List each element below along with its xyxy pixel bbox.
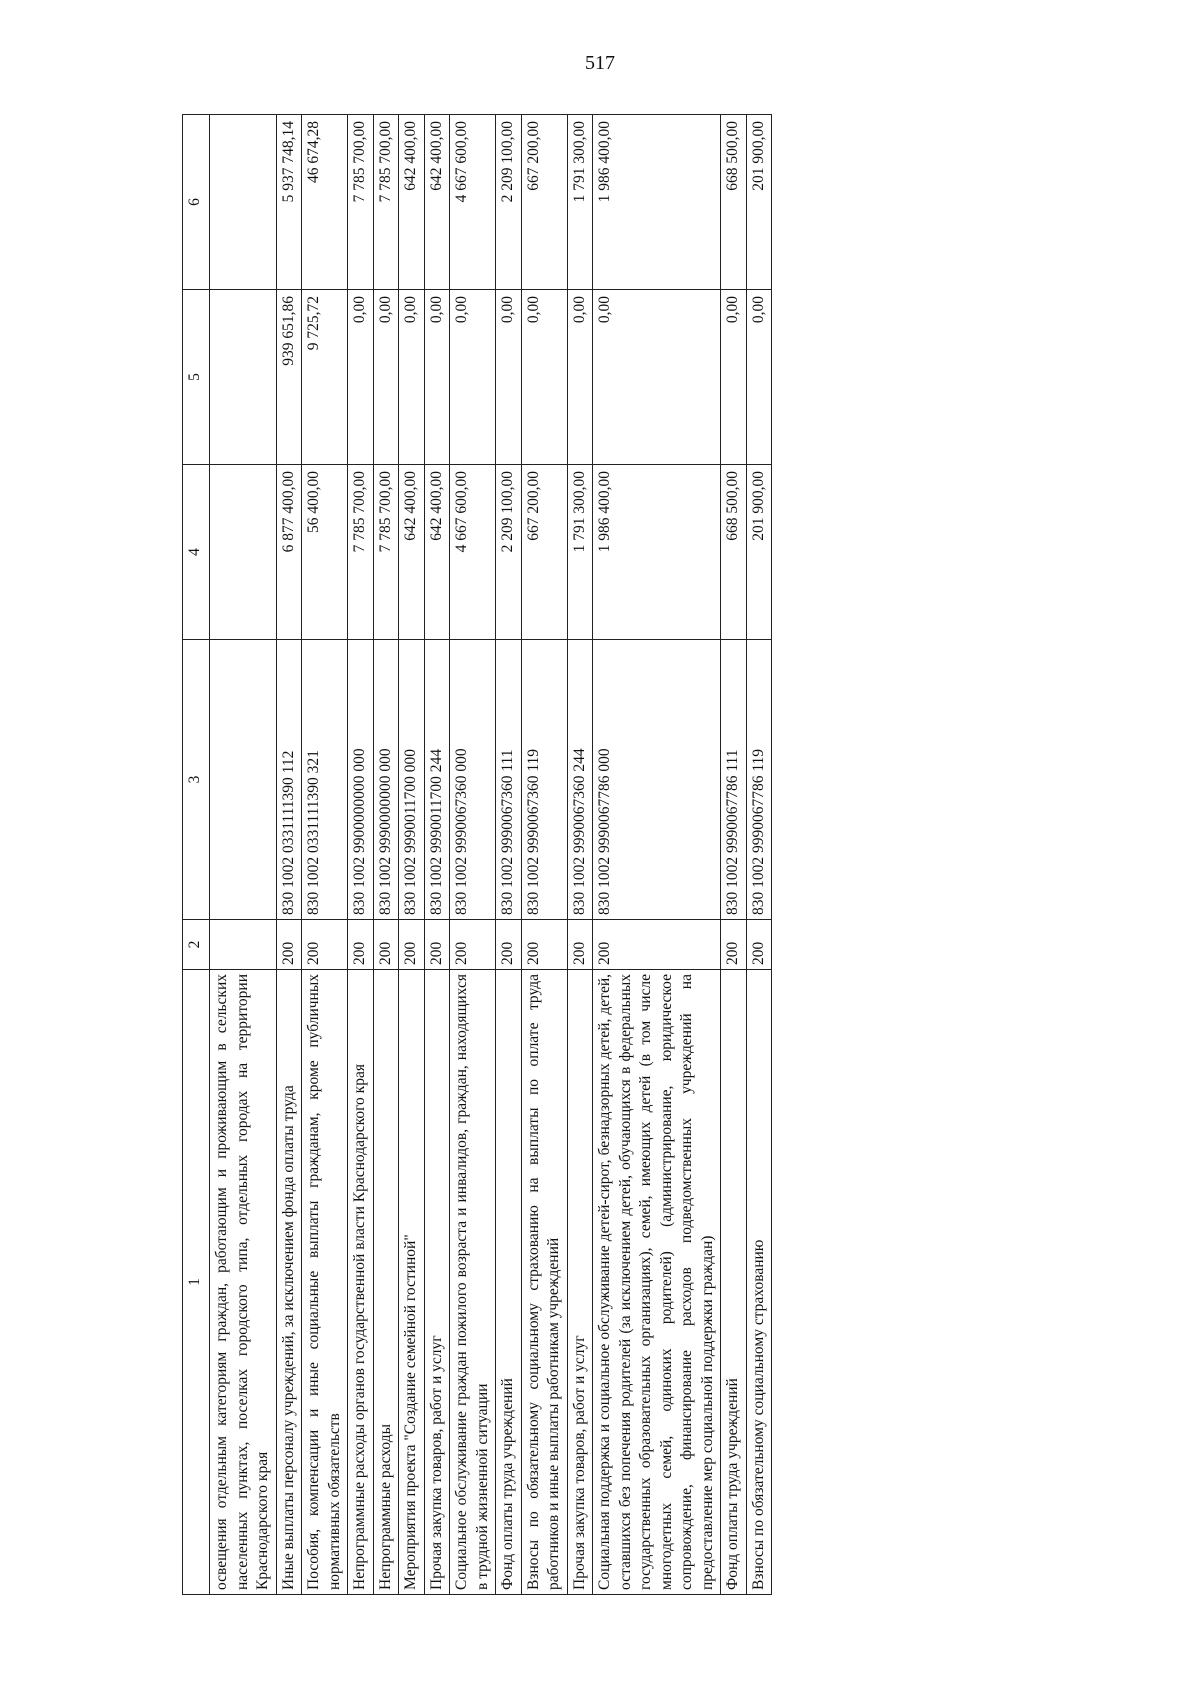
row-code: 830 1002 9990067786 119 bbox=[746, 640, 772, 920]
row-code: 830 1002 9900000000 000 bbox=[348, 640, 374, 920]
row-code: 830 1002 9990067786 111 bbox=[721, 640, 747, 920]
row-name: Фонд оплаты труда учреждений bbox=[721, 970, 747, 1595]
column-header: 6 bbox=[183, 115, 210, 290]
row-ktu: 200 bbox=[593, 920, 721, 970]
row-amount-executed: 9 725,72 bbox=[302, 290, 348, 465]
row-ktu bbox=[210, 920, 277, 970]
row-ktu: 200 bbox=[399, 920, 425, 970]
row-amount-remaining: 5 937 748,14 bbox=[276, 115, 302, 290]
row-amount-remaining: 1 986 400,00 bbox=[593, 115, 721, 290]
row-code: 830 1002 9990067360 244 bbox=[567, 640, 593, 920]
row-amount-approved: 667 200,00 bbox=[521, 465, 567, 640]
row-amount-executed: 939 651,86 bbox=[276, 290, 302, 465]
row-name: Непрограммные расходы bbox=[373, 970, 399, 1595]
row-ktu: 200 bbox=[746, 920, 772, 970]
row-amount-executed: 0,00 bbox=[450, 290, 496, 465]
row-amount-approved: 7 785 700,00 bbox=[373, 465, 399, 640]
row-amount-executed: 0,00 bbox=[593, 290, 721, 465]
row-amount-approved: 201 900,00 bbox=[746, 465, 772, 640]
column-header: 1 bbox=[183, 970, 210, 1595]
table-row bbox=[593, 115, 721, 1595]
row-code: 830 1002 9990011700 244 bbox=[424, 640, 450, 920]
row-amount-remaining: 2 209 100,00 bbox=[496, 115, 522, 290]
row-amount-remaining: 668 500,00 bbox=[721, 115, 747, 290]
row-amount-remaining: 642 400,00 bbox=[424, 115, 450, 290]
row-amount-executed: 0,00 bbox=[424, 290, 450, 465]
row-amount-executed: 0,00 bbox=[373, 290, 399, 465]
row-code: 830 1002 0331111390 321 bbox=[302, 640, 348, 920]
table-row bbox=[399, 115, 425, 1595]
row-ktu: 200 bbox=[521, 920, 567, 970]
row-amount-approved: 1 986 400,00 bbox=[593, 465, 721, 640]
column-header: 4 bbox=[183, 465, 210, 640]
row-amount-remaining: 667 200,00 bbox=[521, 115, 567, 290]
row-ktu: 200 bbox=[276, 920, 302, 970]
row-code bbox=[210, 640, 277, 920]
table-row bbox=[348, 115, 374, 1595]
row-amount-approved: 668 500,00 bbox=[721, 465, 747, 640]
row-ktu: 200 bbox=[302, 920, 348, 970]
row-amount-executed: 0,00 bbox=[521, 290, 567, 465]
row-ktu: 200 bbox=[424, 920, 450, 970]
row-amount-executed bbox=[210, 290, 277, 465]
row-name: Фонд оплаты труда учреждений bbox=[496, 970, 522, 1595]
table-row bbox=[450, 115, 496, 1595]
row-amount-approved: 1 791 300,00 bbox=[567, 465, 593, 640]
row-ktu: 200 bbox=[567, 920, 593, 970]
row-amount-approved: 6 877 400,00 bbox=[276, 465, 302, 640]
row-amount-executed: 0,00 bbox=[721, 290, 747, 465]
row-amount-remaining: 7 785 700,00 bbox=[348, 115, 374, 290]
row-name: Непрограммные расходы органов государственной власти Краснодарского края bbox=[348, 970, 374, 1595]
column-header: 2 bbox=[183, 920, 210, 970]
row-amount-executed: 0,00 bbox=[496, 290, 522, 465]
column-header: 5 bbox=[183, 290, 210, 465]
table-row bbox=[302, 115, 348, 1595]
page-number: 517 bbox=[585, 52, 615, 74]
table-body bbox=[210, 115, 772, 1595]
row-amount-executed: 0,00 bbox=[746, 290, 772, 465]
row-code: 830 1002 0331111390 112 bbox=[276, 640, 302, 920]
row-name: Прочая закупка товаров, работ и услуг bbox=[567, 970, 593, 1595]
row-code: 830 1002 9990067786 000 bbox=[593, 640, 721, 920]
row-amount-approved: 56 400,00 bbox=[302, 465, 348, 640]
table-header-row bbox=[183, 115, 210, 1595]
row-code: 830 1002 9990011700 000 bbox=[399, 640, 425, 920]
row-amount-remaining bbox=[210, 115, 277, 290]
row-amount-approved: 2 209 100,00 bbox=[496, 465, 522, 640]
table-row bbox=[521, 115, 567, 1595]
table-row bbox=[746, 115, 772, 1595]
row-name: освещения отдельным категориям граждан, работающим и проживающим в сельских населенных пунктах, поселках городского типа, отдельных городах на территории Краснодарского края bbox=[210, 970, 277, 1595]
row-code: 830 1002 9990067360 119 bbox=[521, 640, 567, 920]
column-header: 3 bbox=[183, 640, 210, 920]
row-amount-executed: 0,00 bbox=[567, 290, 593, 465]
row-amount-approved: 7 785 700,00 bbox=[348, 465, 374, 640]
row-name: Социальное обслуживание граждан пожилого возраста и инвалидов, граждан, находящихся в трудной жизненной ситуации bbox=[450, 970, 496, 1595]
row-name: Иные выплаты персоналу учреждений, за исключением фонда оплаты труда bbox=[276, 970, 302, 1595]
row-ktu: 200 bbox=[450, 920, 496, 970]
table-row bbox=[424, 115, 450, 1595]
row-amount-remaining: 4 667 600,00 bbox=[450, 115, 496, 290]
row-name: Пособия, компенсации и иные социальные выплаты гражданам, кроме публичных нормативных обязательств bbox=[302, 970, 348, 1595]
row-name: Прочая закупка товаров, работ и услуг bbox=[424, 970, 450, 1595]
table-row bbox=[373, 115, 399, 1595]
row-amount-approved: 4 667 600,00 bbox=[450, 465, 496, 640]
row-amount-remaining: 642 400,00 bbox=[399, 115, 425, 290]
row-name: Взносы по обязательному социальному страхованию на выплаты по оплате труда работников и иные выплаты работникам учреждений bbox=[521, 970, 567, 1595]
row-amount-remaining: 1 791 300,00 bbox=[567, 115, 593, 290]
row-name: Социальная поддержка и социальное обслуживание детей-сирот, безнадзорных детей, детей, оставшихся без попечения родителей (за исключением детей, обучающихся в федеральных государственных образовательных организациях), семей, имеющих детей (в том числе многодетных семей, одиноких родителей) (администрирование, юридическое сопровождение, финансирование расходов подведомственных учреждений на предоставление мер социальной поддержки граждан) bbox=[593, 970, 721, 1595]
table-row bbox=[567, 115, 593, 1595]
row-name: Взносы по обязательному социальному страхованию bbox=[746, 970, 772, 1595]
row-code: 830 1002 9990067360 111 bbox=[496, 640, 522, 920]
row-amount-remaining: 46 674,28 bbox=[302, 115, 348, 290]
row-amount-approved: 642 400,00 bbox=[424, 465, 450, 640]
row-name: Мероприятия проекта "Создание семейной гостиной" bbox=[399, 970, 425, 1595]
rotated-table-container bbox=[182, 115, 1097, 1595]
budget-table bbox=[182, 114, 772, 1595]
table-row bbox=[210, 115, 277, 1595]
table-row bbox=[721, 115, 747, 1595]
row-amount-remaining: 201 900,00 bbox=[746, 115, 772, 290]
row-amount-approved: 642 400,00 bbox=[399, 465, 425, 640]
row-ktu: 200 bbox=[348, 920, 374, 970]
row-amount-remaining: 7 785 700,00 bbox=[373, 115, 399, 290]
row-ktu: 200 bbox=[721, 920, 747, 970]
row-amount-executed: 0,00 bbox=[399, 290, 425, 465]
table-row bbox=[496, 115, 522, 1595]
row-ktu: 200 bbox=[496, 920, 522, 970]
row-amount-executed: 0,00 bbox=[348, 290, 374, 465]
row-ktu: 200 bbox=[373, 920, 399, 970]
row-code: 830 1002 9990067360 000 bbox=[450, 640, 496, 920]
row-code: 830 1002 9990000000 000 bbox=[373, 640, 399, 920]
row-amount-approved bbox=[210, 465, 277, 640]
table-row bbox=[276, 115, 302, 1595]
